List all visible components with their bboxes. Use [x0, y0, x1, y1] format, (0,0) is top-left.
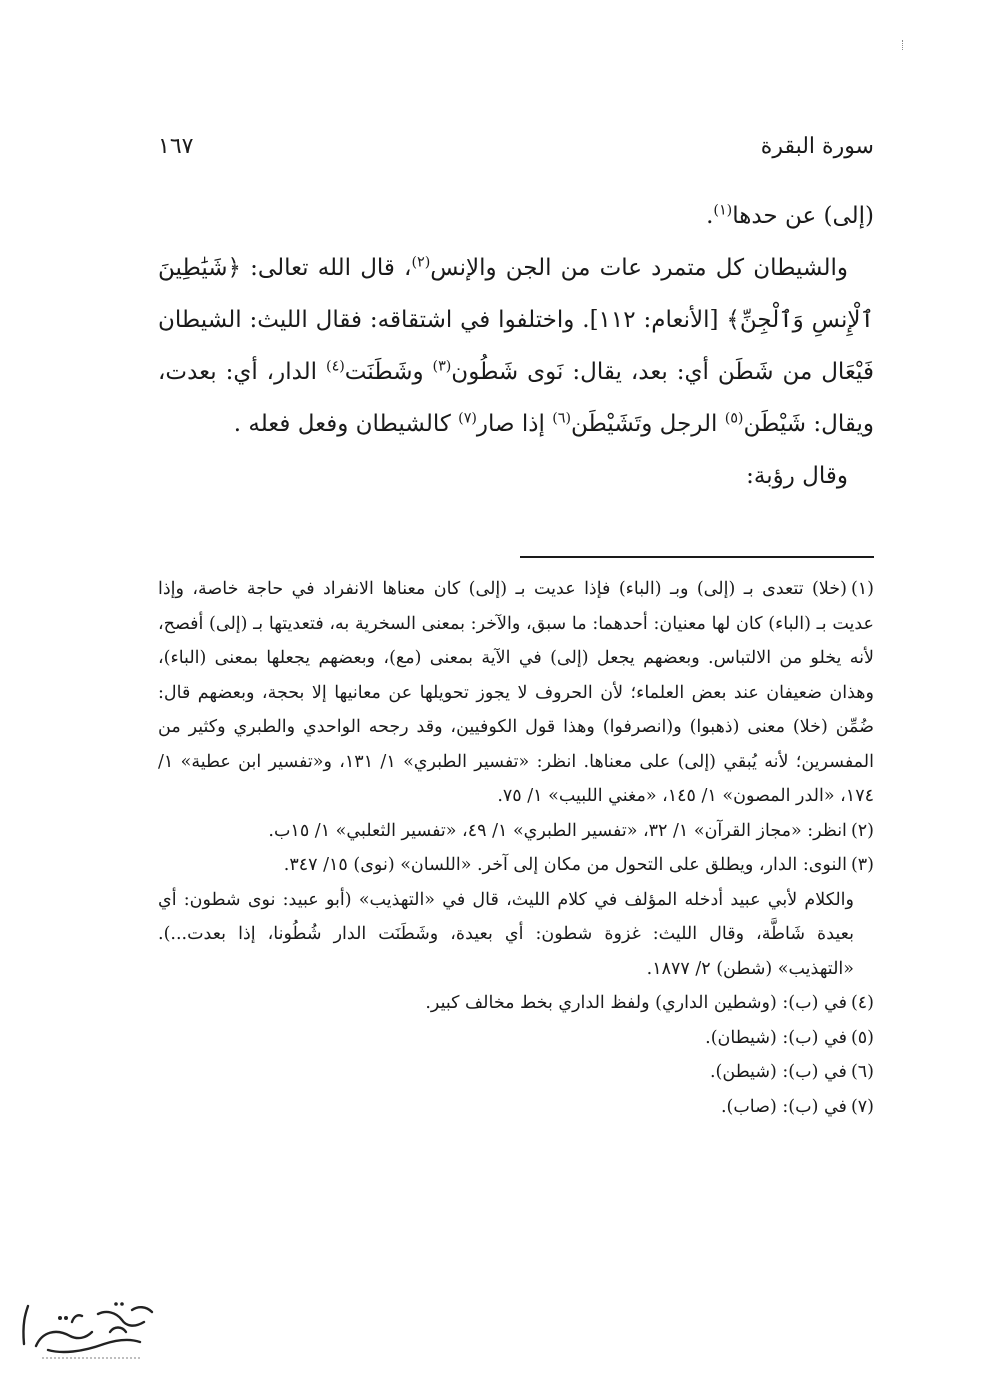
footnote-text: في (ب): (شيطان). [705, 1027, 847, 1048]
footnote-7 [158, 1090, 874, 1125]
footnote-separator [520, 556, 874, 558]
footnote-4 [158, 986, 874, 1021]
footnote-2 [158, 814, 874, 849]
footnote-ref-4: (٤) [326, 358, 345, 375]
surah-title: سورة البقرة [760, 133, 874, 159]
footnote-ref-2: (٢) [411, 254, 431, 271]
footnote-number: (٢) [850, 820, 874, 841]
footnote-ref-5: (٥) [724, 410, 744, 427]
footnote-ref-1: (١) [713, 202, 733, 219]
footnote-ref-3: (٣) [432, 358, 452, 375]
footnote-continuation: والكلام لأبي عبيد أدخله المؤلف في كلام الليث، قال في «التهذيب» (أبو عبيد: نوى شطون: أي بعيدة شَاطَّة، وقال الليث: غزوة شطون: أي بعيدة، وشَطَنَت الدار شُطُونا، إذا بعدت...). «التهذيب» (شطن) ٢/ ١٨٧٧. [158, 889, 854, 979]
footnote-number: (٣) [850, 855, 874, 875]
footnote-6 [158, 1055, 874, 1090]
footnote-text: في (ب): (صاب). [720, 1096, 847, 1117]
footnote-number: (٧) [850, 1096, 874, 1117]
page-number: ١٦٧ [158, 133, 194, 159]
margin-mark [902, 40, 905, 50]
footnote-text: في (ب): (شيطن). [709, 1062, 847, 1082]
footnote-number: (١) [850, 579, 874, 599]
paragraph-2: والشيطان كل متمرد عات من الجن والإنس$^{(٢)}$، قال الله تعالى: ﴿شَيَٰطِينَ ٱلْإِنسِ وَٱلْجِنِّ﴾ [الأنعام: ١١٢]. واختلفوا في اشتقاقه: فقال الليث: الشيطان فَيْعَال من شَطَن أي: بعد، يقال: نَوى شَطُون$^{(٣)}$ وشَطَنَت$^{(٤)}$ الدار، أي: بعدت، ويقال: شَيْطَن$^{(٥)}$ الرجل وتَشَيْطَن$^{(٦)}$ إذا صار$^{(٧)}$ كالشيطان وفعل فعله . [158, 254, 874, 437]
running-header [158, 128, 874, 164]
paragraph-1: (إلى) عن حدها$^{(١)}$. [706, 202, 874, 229]
footnotes [158, 572, 874, 1124]
footnote-ref-6: (٦) [552, 410, 571, 427]
footnote-5 [158, 1021, 874, 1056]
footnote-text: انظر: «مجاز القرآن» ١/ ٣٢، «تفسير الطبري» ١/ ٤٩، «تفسير الثعلبي» ١/ ١٥ب. [268, 820, 847, 841]
footnote-text: في (ب): (وشطين الداري) ولفظ الداري بخط مخالف كبير. [425, 993, 847, 1013]
main-text [158, 190, 874, 502]
paragraph-3: وقال رؤبة: [746, 463, 848, 489]
footnote-1 [158, 572, 874, 814]
footnote-3 [158, 848, 874, 986]
footnote-number: (٦) [850, 1062, 874, 1082]
footnote-number: (٤) [850, 993, 874, 1013]
footnote-number: (٥) [850, 1027, 874, 1048]
calligraphy-watermark-logo [12, 1292, 162, 1364]
footnote-text: النوى: الدار، ويطلق على التحول من مكان إلى آخر. «اللسان» (نوى) ١٥/ ٣٤٧. [283, 855, 847, 875]
footnote-text: (خلا) تتعدى بـ (إلى) وبـ (الباء) فإذا عديت بـ (إلى) كان معناها الانفراد في حاجة خاصة، وإذا عديت بـ (الباء) كان لها معنيان: أحدهما: ما سبق، والآخر: بمعنى السخرية به، فتعديتها بـ (إلى) أفصح، لأنه يخلو من الالتباس. وبعضهم يجعل (إلى) في الآية بمعنى (مع)، وبعضهم يجعلها بمعنى (الباء)، وهذان ضعيفان عند بعض العلماء؛ لأن الحروف لا يجوز تحويلها عن معانيها إلا بحجة، وبعضهم قال: ضُمِّن (خلا) معنى (ذهبوا) و(انصرفوا) وهذا قول الكوفيين، وقد رجحه الواحدي والطبري وكثير من المفسرين؛ لأنه يُبقي (إلى) على معناها. انظر: «تفسير الطبري» ١/ ١٣١، و«تفسير ابن عطية» ١/ ١٧٤، «الدر المصون» ١/ ١٤٥، «مغني اللبيب» ١/ ٧٥. [158, 579, 874, 806]
footnote-ref-7: (٧) [458, 410, 477, 427]
